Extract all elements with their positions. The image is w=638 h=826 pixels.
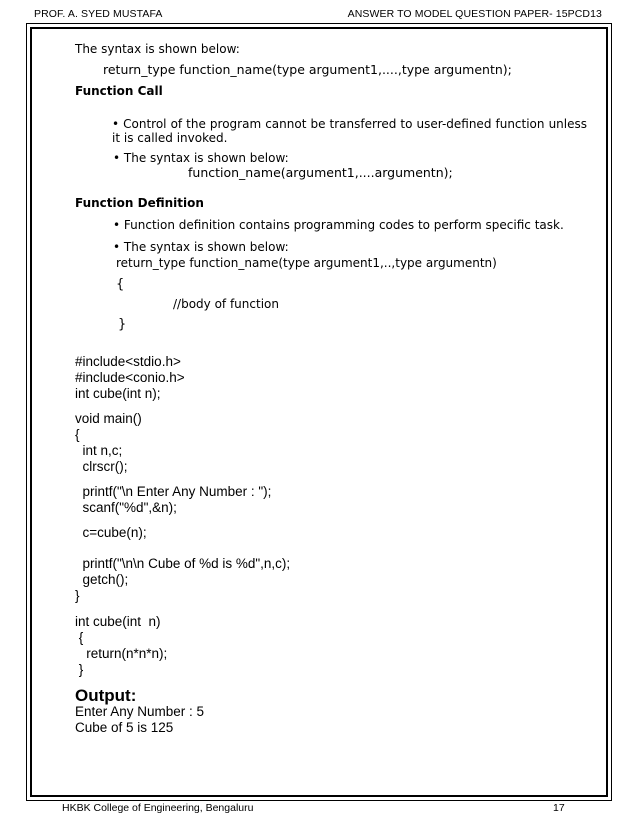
code-line: void main() (75, 411, 142, 426)
code-line: scanf("%d",&n); (75, 500, 177, 515)
code-line: } (75, 662, 84, 677)
code-line: printf("\n Enter Any Number : "); (75, 484, 272, 499)
function-call-heading: Function Call (75, 84, 163, 98)
function-definition-bullet-1: • Function definition contains programming codes to perform specific task. (113, 218, 564, 232)
syntax-intro: The syntax is shown below: (75, 42, 240, 56)
open-brace: { (116, 277, 125, 292)
output-line-2: Cube of 5 is 125 (75, 720, 174, 735)
code-line: } (75, 588, 80, 603)
function-definition-bullet-2: • The syntax is shown below: (113, 240, 289, 254)
function-declaration-syntax: return_type function_name(type argument1,....,type argumentn); (103, 62, 512, 77)
code-line: printf("\n\n Cube of %d is %d",n,c); (75, 556, 291, 571)
code-line: c=cube(n); (75, 525, 147, 540)
code-line: int cube(int n) (75, 614, 161, 629)
header-author: PROF. A. SYED MUSTAFA (34, 8, 163, 20)
output-title: Output: (75, 686, 137, 705)
code-line: #include<conio.h> (75, 370, 185, 385)
output-line-1: Enter Any Number : 5 (75, 704, 205, 719)
header-doc-title: ANSWER TO MODEL QUESTION PAPER- 15PCD13 (347, 8, 602, 20)
function-definition-syntax: return_type function_name(type argument1,..,type argumentn) (116, 256, 497, 270)
footer-college: HKBK College of Engineering, Bengaluru (62, 802, 254, 814)
body-comment: //body of function (173, 297, 279, 311)
code-line: { (75, 427, 80, 442)
function-definition-heading: Function Definition (75, 196, 204, 210)
function-call-bullet-1: • Control of the program cannot be transferred to user-defined function unless it is called invoked. (112, 117, 587, 145)
code-line: getch(); (75, 572, 129, 587)
function-call-bullet-2: • The syntax is shown below: (113, 151, 289, 165)
code-line: int n,c; (75, 443, 123, 458)
code-line: return(n*n*n); (75, 646, 168, 661)
code-line: { (75, 630, 84, 645)
code-line: clrscr(); (75, 459, 128, 474)
function-call-syntax: function_name(argument1,....argumentn); (188, 165, 453, 180)
footer-page-number: 17 (553, 802, 565, 814)
close-brace: } (118, 317, 127, 332)
code-line: #include<stdio.h> (75, 354, 181, 369)
code-line: int cube(int n); (75, 386, 161, 401)
